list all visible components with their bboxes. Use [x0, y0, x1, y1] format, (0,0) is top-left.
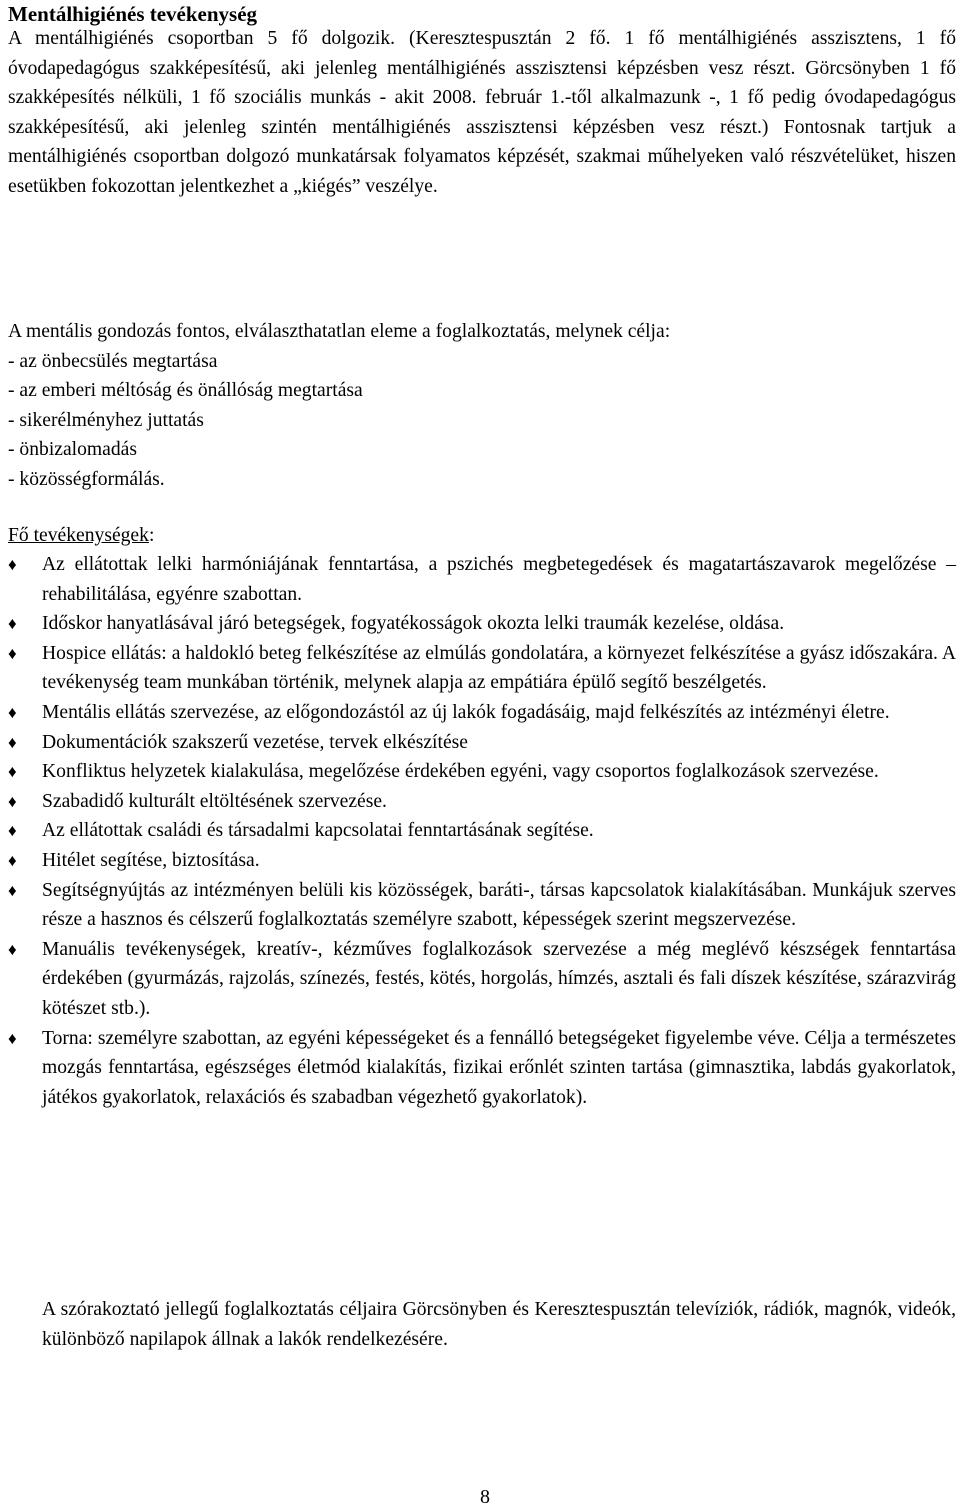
closing-paragraph: A szórakoztató jellegű foglalkoztatás céljaira Görcsönyben és Keresztespusztán televíziók, rádiók, magnók, videók, különböző napilapok állnak a lakók rendelkezésére. — [42, 1299, 956, 1350]
activity-item — [8, 935, 956, 1024]
activity-text: Konfliktus helyzetek kialakulása, megelőzése érdekében egyéni, vagy csoportos foglalkozások szervezése. — [42, 761, 879, 783]
staff-paragraph: A mentálhigiénés csoportban 5 fő dolgozik. (Keresztespusztán 2 fő. 1 fő mentálhigiénés asszisztens, 1 fő óvodapedagógus szakképesítésű, aki jelenleg mentálhigiénés asszisztensi képzésben vesz részt. Görcsönyben 1 fő szakképesítés nélküli, 1 fő szociális munkás - akit 2008. február 1.-től alkalmazunk -, 1 fő pedig óvodapedagógus szakképesítésű, aki jelenleg szintén mentálhigiénés asszisztensi képzésben vesz részt.) Fontosnak tartjuk a mentálhigiénés csoportban dolgozó munkatársak folyamatos képzését, szakmai műhelyeken való részvételüket, hiszen esetükben fokozottan jelentkezhet a „kiégés” veszélye. — [8, 28, 956, 197]
activity-text: Segítségnyújtás az intézményen belüli kis közösségek, baráti-, társas kapcsolatok kialakításában. Munkájuk szerves része a hasznos és célszerű foglalkoztatás személyre szabott, képességek szerint megszervezése. — [42, 879, 956, 931]
goal-item: - az emberi méltóság és önállóság megtartása — [8, 380, 363, 402]
diamond-bullet-icon: ♦ — [8, 939, 17, 959]
activity-text: Szabadidő kulturált eltöltésének szervezése. — [42, 790, 387, 812]
goal-item: - közösségformálás. — [8, 468, 165, 490]
activity-text: Manuális tevékenységek, kreatív-, kézműves foglalkozások szervezése a még meglévő készségek fenntartása érdekében (gyurmázás, rajzolás, színezés, festés, kötés, horgolás, hímzés, asztali és fali díszek készítése, szárazvirág kötészet stb.). — [42, 938, 956, 1019]
activity-item — [8, 846, 956, 876]
activity-item — [8, 728, 956, 758]
goals-intro: A mentális gondozás fontos, elválaszthatatlan eleme a foglalkoztatás, melynek célja: — [8, 321, 671, 342]
activity-text: Az ellátottak lelki harmóniájának fenntartása, a pszichés megbetegedések és magatartászavarok megelőzése – rehabilitálása, egyénre szabottan. — [42, 554, 956, 605]
activity-item — [8, 757, 956, 787]
diamond-bullet-icon: ♦ — [8, 614, 17, 634]
activity-text: Az ellátottak családi és társadalmi kapcsolatai fenntartásának segítése. — [42, 820, 594, 842]
diamond-bullet-icon: ♦ — [8, 850, 17, 870]
document-title: Mentálhigiénés tevékenység — [8, 2, 258, 26]
activity-item — [8, 550, 956, 609]
activity-item — [8, 787, 956, 817]
diamond-bullet-icon: ♦ — [8, 555, 17, 574]
diamond-bullet-icon: ♦ — [8, 1028, 17, 1048]
activity-text: Hitélet segítése, biztosítása. — [42, 849, 260, 871]
activities-list — [8, 550, 956, 1112]
activity-item — [8, 876, 956, 935]
activity-text: Hospice ellátás: a haldokló beteg felkészítése az elmúlás gondolatára, a környezet felkészítése a gyász időszakára. A tevékenység team munkában történik, melynek alapja az empátiára épülő segítő beszélgetés. — [42, 642, 956, 694]
diamond-bullet-icon: ♦ — [8, 702, 17, 722]
activity-item — [8, 609, 956, 639]
goals-list — [8, 347, 956, 495]
activity-item — [8, 698, 956, 728]
goal-item: - önbizalomadás — [8, 439, 137, 461]
goals-section — [8, 317, 956, 495]
diamond-bullet-icon: ♦ — [8, 732, 17, 752]
activity-text: Mentális ellátás szervezése, az előgondozástól az új lakók fogadásáig, majd felkészítés az intézményi életre. — [42, 701, 890, 723]
activities-heading-text: Fő tevékenységek — [8, 525, 149, 546]
diamond-bullet-icon: ♦ — [8, 762, 17, 782]
activity-item — [8, 639, 956, 698]
activities-heading-colon: : — [148, 525, 155, 546]
diamond-bullet-icon: ♦ — [8, 880, 17, 900]
page-number: 8 — [480, 1486, 490, 1508]
activity-item — [8, 1024, 956, 1113]
diamond-bullet-icon: ♦ — [8, 643, 17, 663]
activities-heading — [8, 521, 154, 551]
goal-item: - az önbecsülés megtartása — [8, 350, 218, 372]
goal-item: - sikerélményhez juttatás — [8, 409, 204, 431]
diamond-bullet-icon: ♦ — [8, 821, 17, 841]
activity-text: Torna: személyre szabottan, az egyéni képességeket és a fennálló betegségeket figyelembe véve. Célja a természetes mozgás fenntartása, egészséges életmód kialakítás, fizikai erőnlét szinten tartása (gimnasztika, labdás gyakorlatok, játékos gyakorlatok, relaxációs és szabadban végezhető gyakorlatok). — [42, 1027, 956, 1108]
activity-text: Dokumentációk szakszerű vezetése, tervek elkészítése — [42, 731, 468, 753]
activity-text: Időskor hanyatlásával járó betegségek, fogyatékosságok okozta lelki traumák kezelése, oldása. — [42, 613, 785, 635]
diamond-bullet-icon: ♦ — [8, 791, 17, 811]
activity-item — [8, 816, 956, 846]
